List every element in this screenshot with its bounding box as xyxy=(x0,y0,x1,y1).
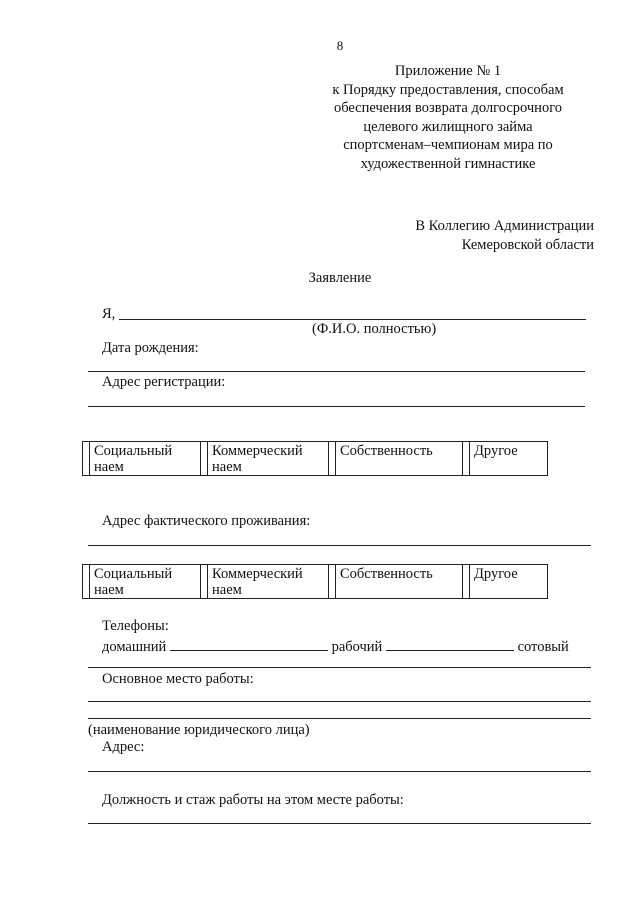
birth-date-field-line[interactable] xyxy=(88,371,585,372)
checkbox-commercial-rent[interactable] xyxy=(201,442,208,476)
option-label: Социальный xyxy=(94,566,173,582)
checkbox-ownership[interactable] xyxy=(329,442,336,476)
checkbox-other[interactable] xyxy=(463,565,470,599)
phone-work-field[interactable] xyxy=(386,636,514,651)
option-social-rent xyxy=(90,565,201,599)
job-address-label: Адрес: xyxy=(102,739,145,755)
name-hint: (Ф.И.О. полностью) xyxy=(312,321,437,337)
phone-work-label: рабочий xyxy=(331,639,383,655)
option-commercial-rent xyxy=(208,565,329,599)
option-label: Собственность xyxy=(340,566,433,582)
registration-address-field-line[interactable] xyxy=(88,406,585,407)
actual-address-label: Адрес фактического проживания: xyxy=(102,513,311,529)
phones-label: Телефоны: xyxy=(102,618,169,634)
legal-entity-hint: (наименование юридического лица) xyxy=(88,722,310,738)
option-social-rent xyxy=(90,442,201,476)
option-ownership xyxy=(336,565,463,599)
appendix-line: целевого жилищного займа xyxy=(363,118,533,135)
appendix-header xyxy=(300,62,596,173)
checkbox-ownership[interactable] xyxy=(329,565,336,599)
main-job-field-line-1[interactable] xyxy=(88,701,591,702)
phone-mobile-field-line[interactable] xyxy=(88,667,591,668)
option-label: Другое xyxy=(474,566,518,582)
option-other xyxy=(470,442,548,476)
option-other xyxy=(470,565,548,599)
option-label: Собственность xyxy=(340,443,433,459)
position-label: Должность и стаж работы на этом месте работы: xyxy=(102,792,404,808)
option-label: Коммерческий xyxy=(212,443,303,459)
option-label: Коммерческий xyxy=(212,566,303,582)
phones-row xyxy=(102,636,569,656)
document-title: Заявление xyxy=(308,270,372,286)
checkbox-commercial-rent[interactable] xyxy=(201,565,208,599)
phone-home-field[interactable] xyxy=(170,636,328,651)
addressee-line: Кемеровской области xyxy=(461,237,594,253)
checkbox-other[interactable] xyxy=(463,442,470,476)
option-commercial-rent xyxy=(208,442,329,476)
position-field-line[interactable] xyxy=(88,823,591,824)
option-label: наем xyxy=(94,459,124,475)
option-label: наем xyxy=(94,582,124,598)
option-label: наем xyxy=(212,459,242,475)
addressee xyxy=(415,217,594,255)
checkbox-social-rent[interactable] xyxy=(83,565,90,599)
option-ownership xyxy=(336,442,463,476)
addressee-line: В Коллегию Администрации xyxy=(415,218,594,234)
actual-housing-type-table xyxy=(82,564,548,599)
phone-mobile-label: сотовый xyxy=(517,639,569,655)
job-address-field-line[interactable] xyxy=(88,771,591,772)
birth-date-label: Дата рождения: xyxy=(102,340,199,356)
appendix-line: к Порядку предоставления, способам xyxy=(332,81,564,98)
appendix-line: обеспечения возврата долгосрочного xyxy=(333,100,563,116)
registration-address-label: Адрес регистрации: xyxy=(102,374,226,390)
appendix-line: Приложение № 1 xyxy=(394,63,502,79)
appendix-line: художественной гимнастике xyxy=(360,155,536,172)
main-job-label: Основное место работы: xyxy=(102,671,254,687)
name-prefix: Я, xyxy=(102,306,116,322)
appendix-line: спортсменам–чемпионам мира по xyxy=(343,137,553,153)
main-job-field-line-2[interactable] xyxy=(88,718,591,719)
registration-housing-type-table xyxy=(82,441,548,476)
option-label: Социальный xyxy=(94,443,173,459)
actual-address-field-line[interactable] xyxy=(88,545,591,546)
checkbox-social-rent[interactable] xyxy=(83,442,90,476)
name-field-line[interactable] xyxy=(119,319,586,320)
option-label: Другое xyxy=(474,443,518,459)
page-number: 8 xyxy=(336,38,344,53)
option-label: наем xyxy=(212,582,242,598)
phone-home-label: домашний xyxy=(102,639,167,655)
